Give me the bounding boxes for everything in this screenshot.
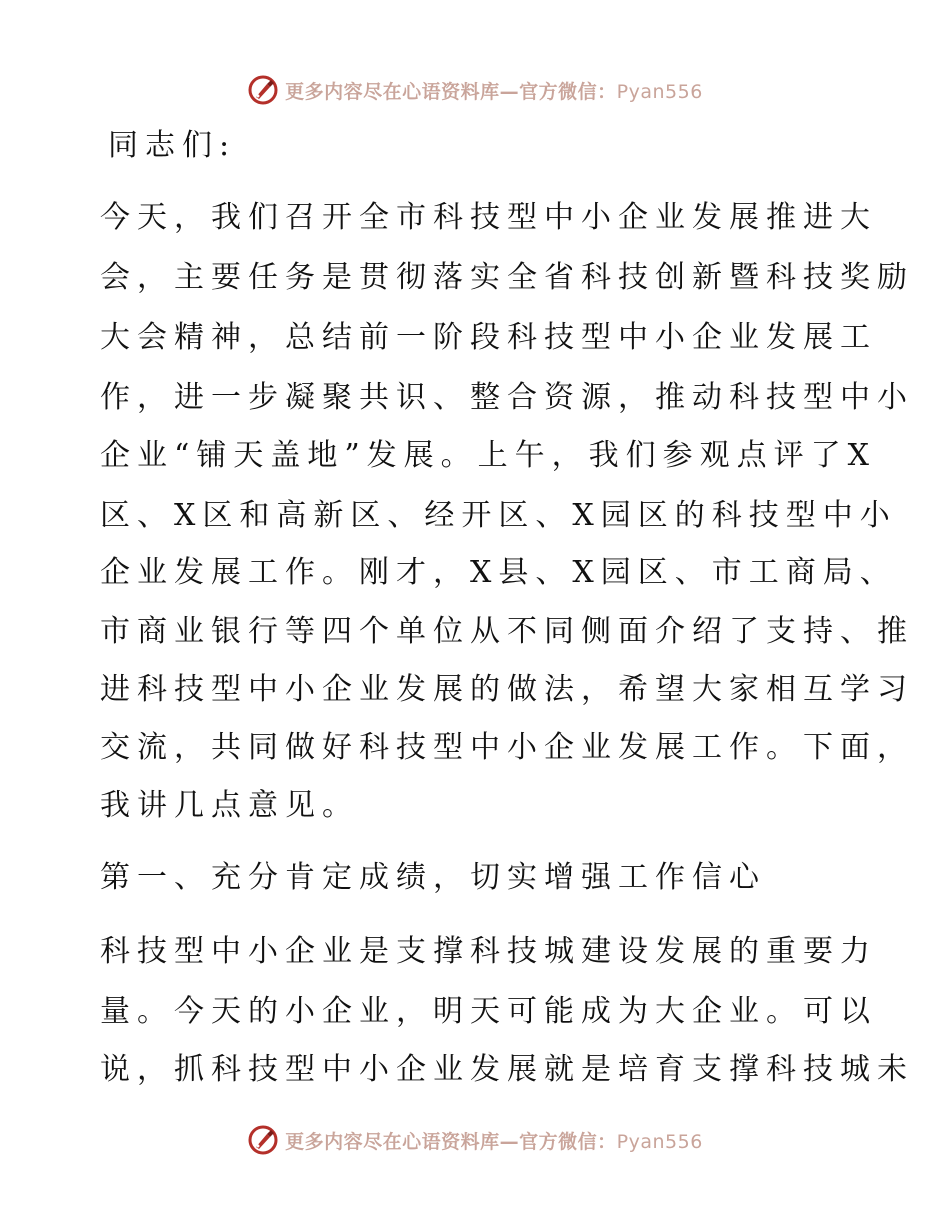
salutation: 同志们:: [108, 128, 237, 163]
paragraph-line: 说，抓科技型中小企业发展就是培育支撑科技城未: [100, 1052, 914, 1087]
pen-logo-icon: [247, 1124, 279, 1156]
section-heading: 第一、充分肯定成绩，切实增强工作信心: [100, 860, 766, 895]
paragraph-line: 大会精神，总结前一阶段科技型中小企业发展工: [100, 320, 877, 355]
paragraph-line: 企业“铺天盖地”发展。上午，我们参观点评了X: [100, 438, 877, 473]
paragraph-line: 企业发展工作。刚才，X县、X园区、市工商局、: [100, 555, 897, 590]
watermark-text: 更多内容尽在心语资料库—官方微信：Pyan556: [285, 80, 703, 103]
watermark-text: 更多内容尽在心语资料库—官方微信：Pyan556: [285, 1130, 703, 1153]
paragraph-line: 科技型中小企业是支撑科技城建设发展的重要力: [100, 934, 877, 969]
header-watermark: [0, 70, 950, 110]
paragraph-line: 市商业银行等四个单位从不同侧面介绍了支持、推: [100, 614, 914, 649]
paragraph-line: 交流，共同做好科技型中小企业发展工作。下面，: [100, 730, 914, 765]
paragraph-line: 作，进一步凝聚共识、整合资源，推动科技型中小: [100, 380, 914, 415]
paragraph-line: 会，主要任务是贯彻落实全省科技创新暨科技奖励: [100, 260, 914, 295]
pen-logo-icon: [247, 74, 279, 106]
paragraph-line: 量。今天的小企业，明天可能成为大企业。可以: [100, 994, 877, 1029]
footer-watermark: [0, 1120, 950, 1160]
paragraph-line: 今天，我们召开全市科技型中小企业发展推进大: [100, 200, 877, 235]
paragraph-line: 我讲几点意见。: [100, 788, 359, 823]
paragraph-line: 进科技型中小企业发展的做法，希望大家相互学习: [100, 672, 914, 707]
paragraph-line: 区、X区和高新区、经开区、X园区的科技型中小: [100, 498, 897, 533]
